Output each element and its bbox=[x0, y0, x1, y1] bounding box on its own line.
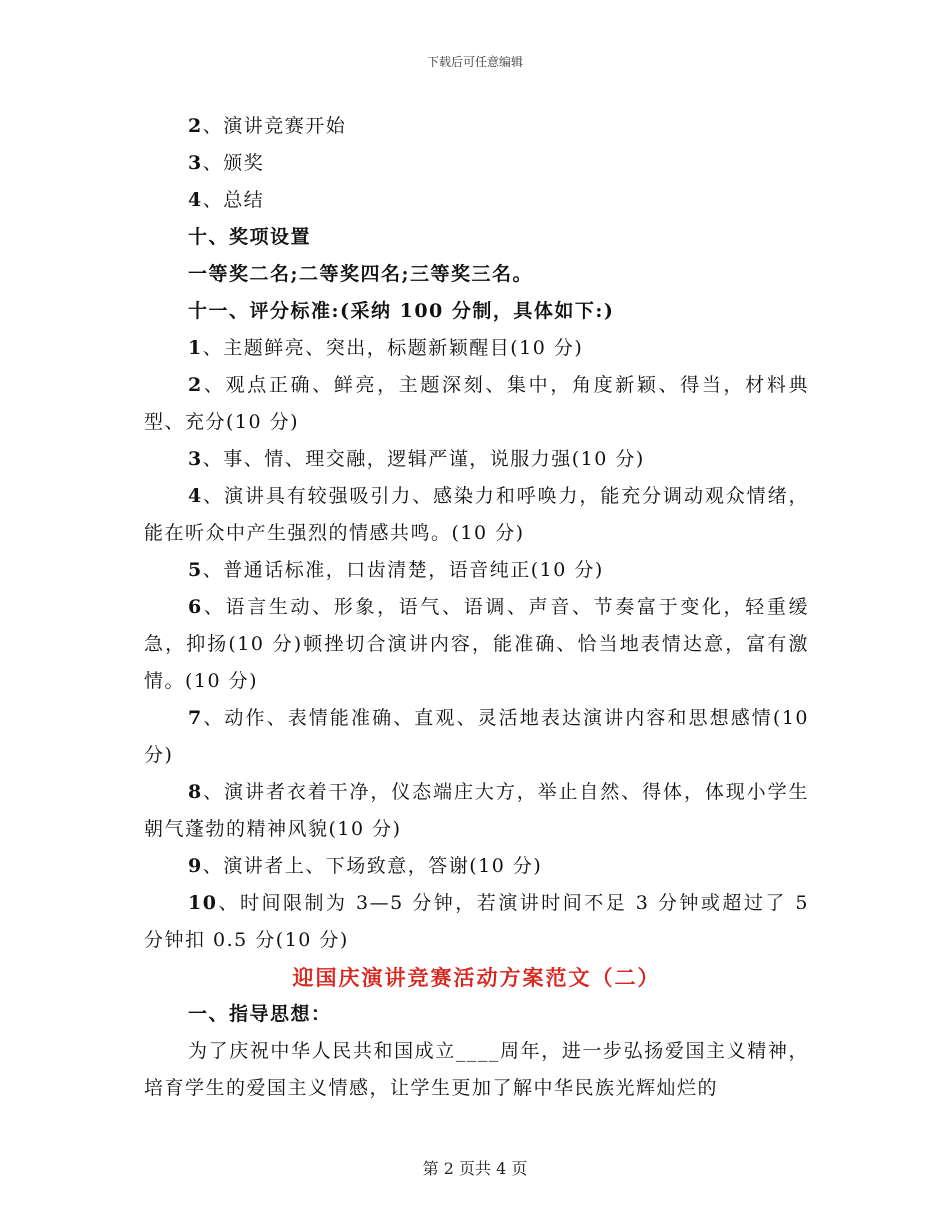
item-text: 、总结 bbox=[202, 189, 265, 211]
criterion-1 bbox=[144, 330, 809, 367]
criterion-6 bbox=[144, 589, 809, 700]
criterion-10 bbox=[144, 885, 809, 959]
criterion-7 bbox=[144, 700, 809, 774]
list-item-3 bbox=[144, 145, 809, 182]
item-text: 、事、情、理交融，逻辑严谨，说服力强(10 分) bbox=[202, 448, 645, 470]
item-number: 5 bbox=[188, 559, 203, 581]
section-title: 迎国庆演讲竞赛活动方案范文（二） bbox=[292, 965, 661, 990]
item-text: 、时间限制为 3—5 分钟，若演讲时间不足 3 分钟或超过了 5 分钟扣 0.5 分(10 分) bbox=[144, 892, 809, 951]
criterion-2 bbox=[144, 367, 809, 441]
item-number: 1 bbox=[188, 337, 203, 359]
item-text: 、演讲具有较强吸引力、感染力和呼唤力，能充分调动观众情绪，能在听众中产生强烈的情感共鸣。(10 分) bbox=[144, 485, 809, 544]
criterion-8 bbox=[144, 774, 809, 848]
item-text: 、颁奖 bbox=[202, 152, 265, 174]
item-number: 4 bbox=[188, 189, 203, 211]
criterion-9 bbox=[144, 848, 809, 885]
criterion-5 bbox=[144, 552, 809, 589]
criterion-4 bbox=[144, 478, 809, 552]
item-number: 6 bbox=[188, 596, 203, 618]
item-number: 2 bbox=[188, 115, 203, 137]
heading-awards: 十、奖项设置 bbox=[188, 226, 312, 248]
item-text: 、演讲者衣着干净，仪态端庄大方，举止自然、得体，体现小学生朝气蓬勃的精神风貌(10 分) bbox=[144, 781, 809, 840]
item-number: 9 bbox=[188, 855, 203, 877]
list-item-2 bbox=[144, 108, 809, 145]
item-text: 、普通话标准，口齿清楚，语音纯正(10 分) bbox=[202, 559, 604, 581]
item-number: 2 bbox=[188, 374, 203, 396]
awards-detail: 一等奖二名;二等奖四名;三等奖三名。 bbox=[188, 263, 534, 285]
item-text: 、主题鲜亮、突出，标题新颖醒目(10 分) bbox=[202, 337, 584, 359]
item-number: 7 bbox=[188, 707, 203, 729]
item-text: 、演讲者上、下场致意，答谢(10 分) bbox=[202, 855, 543, 877]
page-footer: 第 2 页共 4 页 bbox=[422, 1159, 528, 1178]
item-text: 、动作、表情能准确、直观、灵活地表达演讲内容和思想感情(10 分) bbox=[144, 707, 809, 766]
item-number: 10 bbox=[188, 892, 218, 914]
page-header: 下载后可任意编辑 bbox=[426, 55, 523, 69]
item-number: 3 bbox=[188, 152, 203, 174]
item-number: 3 bbox=[188, 448, 203, 470]
item-text: 、语言生动、形象，语气、语调、声音、节奏富于变化，轻重缓急，抑扬(10 分)顿挫切合演讲内容，能准确、恰当地表情达意，富有激情。(10 分) bbox=[144, 596, 809, 692]
item-text: 、演讲竞赛开始 bbox=[202, 115, 347, 137]
item-number: 4 bbox=[188, 485, 203, 507]
item-text: 、观点正确、鲜亮，主题深刻、集中，角度新颖、得当，材料典型、充分(10 分) bbox=[144, 374, 809, 433]
item-number: 8 bbox=[188, 781, 203, 803]
heading-guiding-thought: 一、指导思想： bbox=[188, 1003, 332, 1025]
criterion-3 bbox=[144, 441, 809, 478]
list-item-4 bbox=[144, 182, 809, 219]
heading-scoring: 十一、评分标准:(采纳 100 分制，具体如下:) bbox=[188, 300, 615, 322]
document-body bbox=[144, 108, 809, 1107]
intro-paragraph: 为了庆祝中华人民共和国成立____周年，进一步弘扬爱国主义精神，培育学生的爱国主义情感，让学生更加了解中华民族光辉灿烂的 bbox=[144, 1040, 809, 1099]
